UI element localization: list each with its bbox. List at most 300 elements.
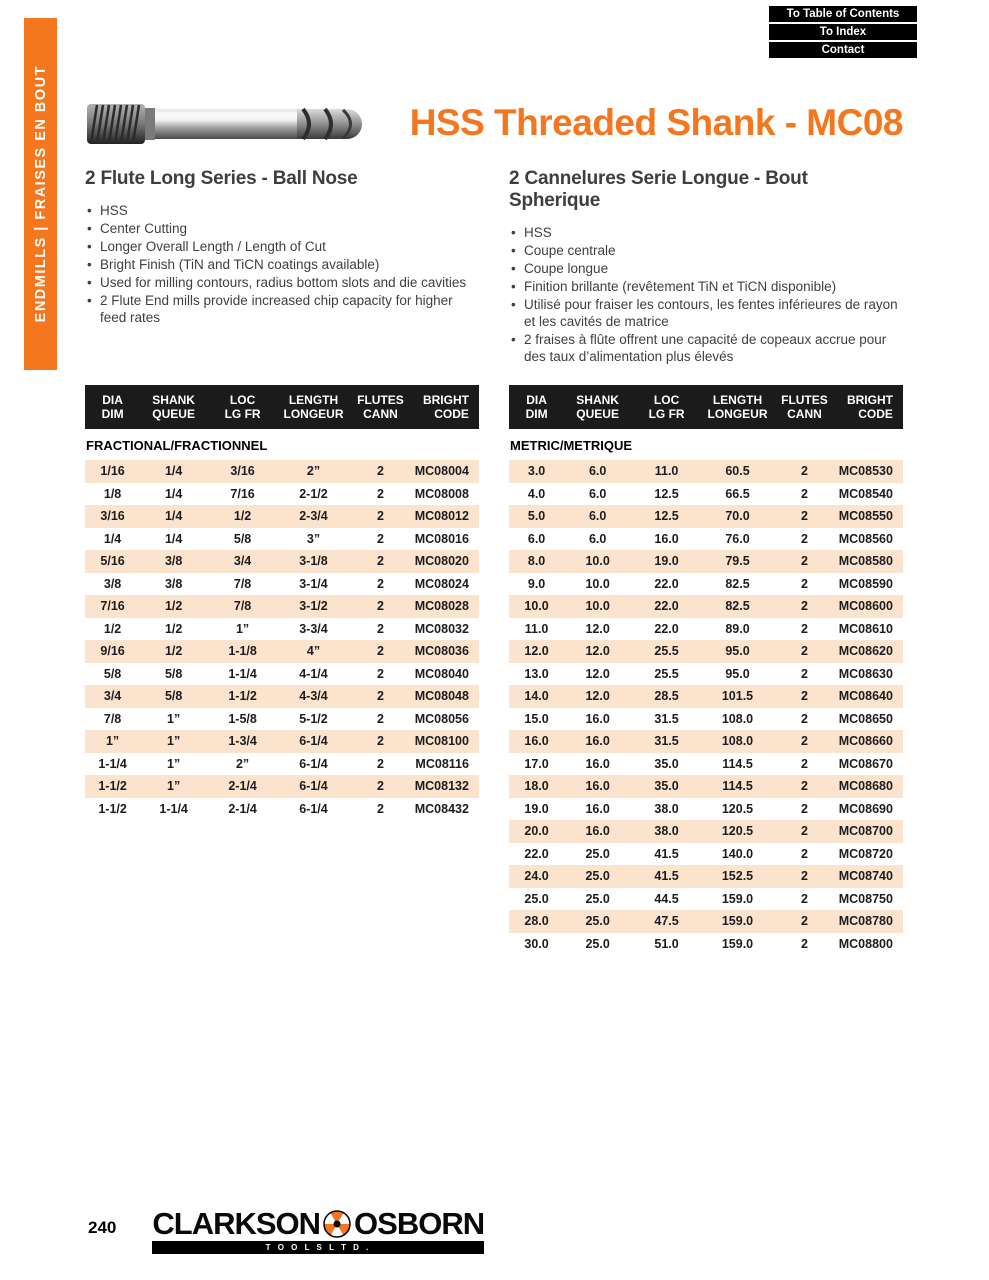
table-cell: 2 <box>376 711 384 726</box>
fractional-table-body <box>85 460 479 820</box>
table-cell: 2 <box>800 509 808 524</box>
table-cell: 7/16 <box>100 599 125 614</box>
table-cell: 25.5 <box>654 666 679 681</box>
table-cell: 120.5 <box>721 801 754 816</box>
column-header: LOC LG FR <box>648 393 685 421</box>
table-cell: 6.0 <box>588 464 607 479</box>
table-row <box>509 888 903 911</box>
table-cell: 10.0 <box>585 576 610 591</box>
table-cell: 2 <box>800 756 808 771</box>
table-cell: MC08680 <box>838 779 893 794</box>
column-header: LOC LG FR <box>224 393 261 421</box>
table-row <box>509 708 903 731</box>
table-cell: 2-1/4 <box>228 779 257 794</box>
table-cell: MC08620 <box>838 644 893 659</box>
table-cell: 1” <box>167 779 181 794</box>
table-cell: 108.0 <box>721 711 754 726</box>
table-cell: 1-1/2 <box>228 689 257 704</box>
table-cell: 3.0 <box>527 464 546 479</box>
metric-table-body <box>509 460 903 955</box>
table-cell: 152.5 <box>721 869 754 884</box>
table-cell: 22.0 <box>654 576 679 591</box>
table-cell: 1-1/2 <box>98 779 127 794</box>
table-cell: MC08650 <box>838 711 893 726</box>
table-cell: MC08660 <box>838 734 893 749</box>
spec-tables <box>85 385 903 955</box>
column-header: LENGTH LONGEUR <box>283 393 344 421</box>
table-cell: 1” <box>105 734 120 749</box>
fractional-category-label: FRACTIONAL/FRACTIONNEL <box>86 438 268 453</box>
table-cell: 35.0 <box>654 756 679 771</box>
description-columns <box>85 168 903 366</box>
table-cell: 2 <box>800 936 808 951</box>
table-cell: 2 <box>800 486 808 501</box>
table-cell: MC08800 <box>838 936 893 951</box>
table-cell: 2 <box>800 891 808 906</box>
table-cell: MC08700 <box>838 824 893 839</box>
table-cell: 2 <box>800 599 808 614</box>
table-cell: MC08048 <box>414 689 469 704</box>
column-header: FLUTES CANN <box>781 393 828 421</box>
table-cell: 16.0 <box>585 801 610 816</box>
table-cell: 28.0 <box>524 914 549 929</box>
table-row <box>85 595 479 618</box>
table-cell: 1/2 <box>164 621 183 636</box>
table-cell: 1/2 <box>164 644 183 659</box>
endmill-illustration <box>85 88 375 160</box>
table-cell: MC08116 <box>415 756 469 771</box>
table-row <box>509 865 903 888</box>
footer <box>88 1208 484 1254</box>
table-cell: 89.0 <box>725 621 750 636</box>
table-cell: 17.0 <box>524 756 549 771</box>
table-cell: MC08132 <box>414 779 469 794</box>
table-cell: 5/8 <box>233 531 252 546</box>
table-cell: 31.5 <box>654 734 679 749</box>
table-cell: 2 <box>376 531 384 546</box>
table-cell: MC08024 <box>414 576 469 591</box>
table-row <box>85 550 479 573</box>
table-cell: MC08640 <box>838 689 893 704</box>
table-cell: MC08040 <box>414 666 469 681</box>
table-cell: 3/16 <box>100 509 125 524</box>
table-cell: 2 <box>800 824 808 839</box>
table-cell: 16.0 <box>585 756 610 771</box>
feature-item: • Bright Finish (TiN and TiCN coatings available) <box>85 256 479 273</box>
nav-buttons <box>769 6 917 58</box>
table-cell: 38.0 <box>654 801 679 816</box>
table-row <box>85 573 479 596</box>
table-cell: 22.0 <box>654 599 679 614</box>
table-cell: 3-1/2 <box>299 599 328 614</box>
table-cell: 114.5 <box>722 756 753 771</box>
table-cell: 12.0 <box>585 666 610 681</box>
table-cell: 1/4 <box>164 486 183 501</box>
table-cell: 159.0 <box>721 936 754 951</box>
table-cell: 18.0 <box>524 779 549 794</box>
brand-wordmark <box>152 1208 484 1240</box>
table-cell: 2 <box>800 869 808 884</box>
table-cell: 24.0 <box>524 869 549 884</box>
feature-item: • HSS <box>85 202 479 219</box>
table-row <box>509 483 903 506</box>
table-cell: 11.0 <box>524 621 549 636</box>
table-cell: 2 <box>800 689 808 704</box>
section-english <box>85 168 479 366</box>
table-cell: 10.0 <box>585 554 610 569</box>
table-cell: MC08020 <box>414 554 469 569</box>
table-cell: 1-5/8 <box>228 711 257 726</box>
table-cell: 16.0 <box>585 779 610 794</box>
table-cell: 66.5 <box>725 486 750 501</box>
table-row <box>509 775 903 798</box>
table-cell: 1” <box>235 621 250 636</box>
table-cell: 1-3/4 <box>228 734 257 749</box>
table-cell: 2 <box>376 621 384 636</box>
table-cell: MC08530 <box>838 464 893 479</box>
table-cell: 6.0 <box>588 531 607 546</box>
table-cell: 25.0 <box>585 891 610 906</box>
table-cell: 35.0 <box>654 779 679 794</box>
section-heading-french: 2 Cannelures Serie Longue - Bout Spherique <box>509 168 808 211</box>
table-cell: MC08590 <box>838 576 893 591</box>
table-cell: 2-1/4 <box>228 801 257 816</box>
table-row <box>509 663 903 686</box>
table-cell: 1/2 <box>103 621 122 636</box>
table-cell: 12.5 <box>654 509 679 524</box>
table-cell: 10.0 <box>585 599 610 614</box>
table-cell: 2 <box>800 464 808 479</box>
table-cell: 12.0 <box>524 644 549 659</box>
feature-item: • Center Cutting <box>85 220 479 237</box>
table-cell: 2 <box>376 756 384 771</box>
table-cell: 19.0 <box>654 554 679 569</box>
table-cell: 19.0 <box>524 801 549 816</box>
table-cell: 1” <box>167 756 181 771</box>
table-row <box>509 618 903 641</box>
table-cell: 2 <box>800 666 808 681</box>
table-cell: 4” <box>306 644 321 659</box>
table-cell: MC08008 <box>414 486 469 501</box>
table-row <box>509 685 903 708</box>
table-cell: 159.0 <box>721 914 754 929</box>
table-row <box>85 753 479 776</box>
feature-list-english <box>85 202 479 326</box>
table-cell: 41.5 <box>654 869 679 884</box>
table-cell: 1-1/4 <box>159 801 188 816</box>
table-cell: 25.0 <box>585 846 610 861</box>
table-cell: 6-1/4 <box>299 734 328 749</box>
table-cell: 2 <box>376 801 384 816</box>
table-row <box>509 460 903 483</box>
feature-item: • Utilisé pour fraiser les contours, les fentes inférieures de rayon et les cavités de matrice <box>509 296 903 330</box>
table-cell: 25.5 <box>654 644 679 659</box>
table-row <box>509 730 903 753</box>
table-cell: 7/8 <box>103 711 122 726</box>
table-cell: MC08432 <box>414 801 469 816</box>
table-cell: 25.0 <box>585 869 610 884</box>
table-cell: 15.0 <box>524 711 549 726</box>
table-cell: 2-1/2 <box>299 486 328 501</box>
table-cell: 9.0 <box>527 576 546 591</box>
metric-table <box>509 385 903 955</box>
table-cell: MC08540 <box>838 486 893 501</box>
table-row <box>85 460 479 483</box>
table-cell: 2 <box>376 509 384 524</box>
metric-table-header <box>509 385 903 429</box>
table-cell: 1/4 <box>164 509 183 524</box>
brand-tagline: T O O L S L T D . <box>152 1241 484 1254</box>
table-cell: MC08028 <box>414 599 469 614</box>
table-cell: MC08012 <box>414 509 469 524</box>
table-cell: 95.0 <box>725 666 750 681</box>
table-cell: 82.5 <box>725 576 750 591</box>
table-row <box>509 910 903 933</box>
table-cell: 2 <box>800 734 808 749</box>
feature-item: • HSS <box>509 224 903 241</box>
table-cell: 1” <box>167 711 181 726</box>
table-row <box>509 595 903 618</box>
feature-item: • Used for milling contours, radius bottom slots and die cavities <box>85 274 479 291</box>
brand-word-osborn: OSBORN <box>354 1206 485 1241</box>
page-title: HSS Threaded Shank - MC08 <box>409 102 903 143</box>
table-cell: 2 <box>376 734 384 749</box>
table-cell: 5.0 <box>527 509 546 524</box>
table-cell: 114.5 <box>722 779 753 794</box>
table-cell: 1/2 <box>233 509 252 524</box>
table-cell: 1-1/8 <box>228 644 257 659</box>
table-cell: MC08670 <box>838 756 893 771</box>
table-cell: 6.0 <box>588 509 607 524</box>
table-cell: 7/8 <box>233 599 252 614</box>
table-row <box>85 618 479 641</box>
table-cell: 2 <box>376 554 384 569</box>
table-cell: 1-1/2 <box>98 801 127 816</box>
table-row <box>85 640 479 663</box>
table-cell: 6-1/4 <box>299 801 328 816</box>
table-cell: 2 <box>376 666 384 681</box>
table-cell: 25.0 <box>585 914 610 929</box>
table-row <box>509 528 903 551</box>
table-cell: 3/16 <box>230 464 255 479</box>
table-cell: 108.0 <box>721 734 754 749</box>
table-cell: 1” <box>167 734 181 749</box>
table-cell: 3/8 <box>103 576 122 591</box>
table-cell: 3/4 <box>233 554 252 569</box>
table-cell: MC08016 <box>414 531 469 546</box>
table-cell: 1-1/4 <box>228 666 257 681</box>
table-cell: 25.0 <box>585 936 610 951</box>
table-cell: 5/8 <box>164 666 183 681</box>
table-row <box>509 550 903 573</box>
table-cell: 79.5 <box>725 554 750 569</box>
table-cell: 2-3/4 <box>299 509 328 524</box>
table-cell: 159.0 <box>721 891 754 906</box>
table-cell: 12.5 <box>654 486 679 501</box>
table-cell: MC08690 <box>838 801 893 816</box>
table-cell: 60.5 <box>725 464 750 479</box>
feature-list-french <box>509 224 903 365</box>
column-header: DIA DIM <box>101 393 124 421</box>
table-cell: 2 <box>800 846 808 861</box>
sidebar-label: ENDMILLS | FRAISES EN BOUT <box>32 65 49 323</box>
table-cell: MC08056 <box>414 711 469 726</box>
table-row <box>85 730 479 753</box>
table-cell: 1/16 <box>100 464 125 479</box>
table-cell: 11.0 <box>654 464 679 479</box>
table-cell: 2 <box>800 914 808 929</box>
column-header: BRIGHT CODE <box>846 393 893 421</box>
table-cell: 13.0 <box>524 666 549 681</box>
table-cell: 2 <box>800 711 808 726</box>
nav-button-table-of-contents[interactable]: To Table of Contents <box>769 6 917 22</box>
table-cell: 2 <box>800 531 808 546</box>
table-cell: MC08630 <box>838 666 893 681</box>
table-cell: 7/8 <box>233 576 252 591</box>
table-cell: 2 <box>800 801 808 816</box>
table-cell: 2 <box>376 486 384 501</box>
table-cell: 41.5 <box>654 846 679 861</box>
table-cell: 5/8 <box>103 666 122 681</box>
table-row <box>85 663 479 686</box>
table-cell: 28.5 <box>654 689 679 704</box>
table-cell: 1/2 <box>164 599 183 614</box>
table-cell: 140.0 <box>721 846 754 861</box>
feature-item: • 2 fraises à flûte offrent une capacité de copeaux accrue pour des taux d’alimentation plus élevés <box>509 331 903 365</box>
table-cell: 3/8 <box>164 554 183 569</box>
table-cell: MC08740 <box>838 869 893 884</box>
table-cell: 25.0 <box>524 891 549 906</box>
table-cell: 101.5 <box>721 689 754 704</box>
page-number: 240 <box>88 1218 117 1237</box>
column-header: DIA DIM <box>525 393 548 421</box>
table-row <box>509 820 903 843</box>
table-cell: 12.0 <box>585 621 610 636</box>
table-cell: 16.0 <box>524 734 549 749</box>
table-cell: 2 <box>376 576 384 591</box>
feature-item: • Longer Overall Length / Length of Cut <box>85 238 479 255</box>
table-cell: MC08780 <box>838 914 893 929</box>
table-cell: 7/16 <box>230 486 255 501</box>
table-cell: 2 <box>800 621 808 636</box>
table-cell: 3-1/4 <box>299 576 328 591</box>
table-cell: 2 <box>376 464 384 479</box>
table-row <box>509 798 903 821</box>
table-row <box>509 843 903 866</box>
table-row <box>509 753 903 776</box>
table-row <box>85 528 479 551</box>
section-french <box>509 168 903 366</box>
table-cell: 70.0 <box>725 509 750 524</box>
table-cell: 2 <box>800 779 808 794</box>
table-cell: 2” <box>306 464 321 479</box>
table-cell: 14.0 <box>524 689 549 704</box>
column-header: SHANK QUEUE <box>152 393 195 421</box>
table-cell: 22.0 <box>524 846 549 861</box>
table-cell: 4.0 <box>527 486 546 501</box>
table-cell: 10.0 <box>524 599 549 614</box>
column-header: SHANK QUEUE <box>576 393 619 421</box>
table-cell: 3/4 <box>103 689 122 704</box>
table-row <box>509 933 903 956</box>
table-cell: MC08600 <box>838 599 893 614</box>
table-cell: 2 <box>376 599 384 614</box>
table-cell: MC08610 <box>838 621 893 636</box>
table-cell: 2 <box>376 644 384 659</box>
table-cell: 44.5 <box>654 891 679 906</box>
table-cell: 1/8 <box>103 486 122 501</box>
table-cell: 6-1/4 <box>299 756 328 771</box>
table-cell: 20.0 <box>524 824 549 839</box>
fractional-table <box>85 385 479 820</box>
table-cell: 2 <box>376 689 384 704</box>
table-cell: 9/16 <box>100 644 125 659</box>
table-cell: 4-1/4 <box>299 666 328 681</box>
feature-item: • Coupe longue <box>509 260 903 277</box>
table-cell: 2” <box>235 756 250 771</box>
feature-item: • 2 Flute End mills provide increased chip capacity for higher feed rates <box>85 292 479 326</box>
table-cell: MC08550 <box>838 509 893 524</box>
table-cell: 3-3/4 <box>299 621 328 636</box>
table-row <box>509 573 903 596</box>
table-row <box>85 483 479 506</box>
table-row <box>85 775 479 798</box>
pinwheel-logo-icon <box>323 1210 351 1238</box>
table-cell: 22.0 <box>654 621 679 636</box>
table-cell: 1/4 <box>103 531 122 546</box>
table-cell: 4-3/4 <box>299 689 328 704</box>
table-cell: 2 <box>376 779 384 794</box>
feature-item: • Finition brillante (revêtement TiN et TiCN disponible) <box>509 278 903 295</box>
table-cell: 2 <box>800 644 808 659</box>
table-cell: 1/4 <box>164 464 183 479</box>
fractional-table-header <box>85 385 479 429</box>
table-cell: 47.5 <box>654 914 679 929</box>
table-cell: 5-1/2 <box>299 711 328 726</box>
table-cell: MC08032 <box>414 621 469 636</box>
table-cell: MC08750 <box>838 891 893 906</box>
table-cell: 3-1/8 <box>299 554 328 569</box>
table-cell: 16.0 <box>585 711 610 726</box>
table-cell: MC08004 <box>414 464 469 479</box>
table-cell: 6.0 <box>588 486 607 501</box>
table-cell: 120.5 <box>721 824 754 839</box>
table-cell: 16.0 <box>585 734 610 749</box>
column-header: LENGTH LONGEUR <box>707 393 768 421</box>
table-cell: 3/8 <box>164 576 183 591</box>
column-header: BRIGHT CODE <box>422 393 469 421</box>
table-cell: 12.0 <box>585 689 610 704</box>
table-cell: 38.0 <box>654 824 679 839</box>
table-row <box>85 708 479 731</box>
table-cell: MC08720 <box>838 846 893 861</box>
table-cell: 30.0 <box>524 936 549 951</box>
table-cell: 6-1/4 <box>299 779 328 794</box>
table-cell: 31.5 <box>654 711 679 726</box>
table-row <box>85 505 479 528</box>
table-cell: 2 <box>800 576 808 591</box>
nav-button-index[interactable]: To Index <box>769 24 917 40</box>
table-cell: 5/8 <box>164 689 183 704</box>
table-row <box>509 640 903 663</box>
metric-category-label: METRIC/METRIQUE <box>510 438 633 453</box>
nav-button-contact[interactable]: Contact <box>769 42 917 58</box>
table-cell: 2 <box>800 554 808 569</box>
table-cell: 76.0 <box>725 531 750 546</box>
table-cell: 6.0 <box>527 531 546 546</box>
header-row <box>85 86 903 162</box>
sidebar-category-bar <box>24 18 57 370</box>
